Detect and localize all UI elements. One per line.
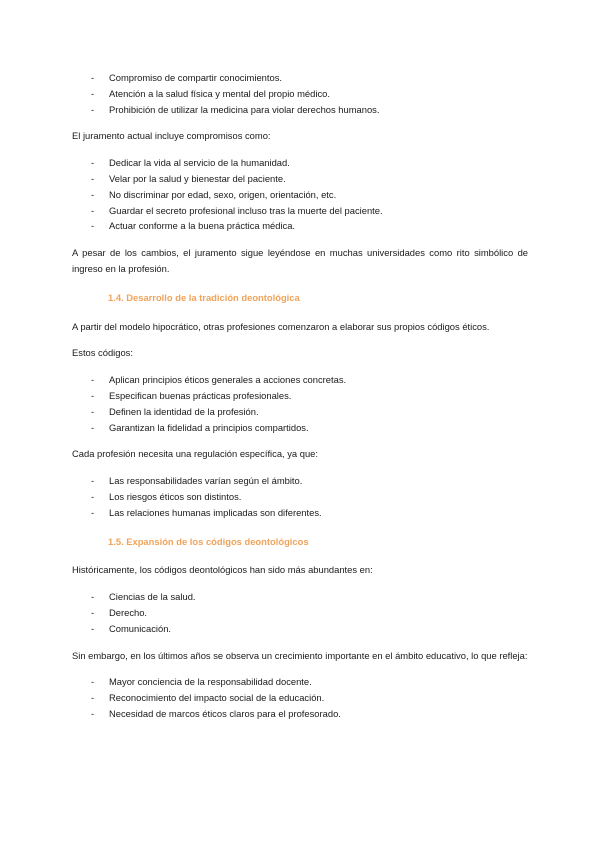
dash-bullet: - xyxy=(91,606,95,618)
list-item: - Prohibición de utilizar la medicina para violar derechos humanos. xyxy=(72,102,528,118)
section-heading-1-5: 1.5. Expansión de los códigos deontológicos xyxy=(108,535,309,547)
dash-bullet: - xyxy=(91,389,95,401)
paragraph-regulacion: Cada profesión necesita una regulación específica, ya que: xyxy=(72,448,318,460)
dash-bullet: - xyxy=(91,157,95,169)
list-item: - Derecho. xyxy=(72,605,528,621)
list-item: - Dedicar la vida al servicio de la humanidad. xyxy=(72,155,528,171)
list-item: - Necesidad de marcos éticos claros para el profesorado. xyxy=(72,706,528,722)
list-item: - Las responsabilidades varían según el ámbito. xyxy=(72,473,528,489)
dash-bullet: - xyxy=(91,676,95,688)
list-item: - Especifican buenas prácticas profesionales. xyxy=(72,388,528,404)
paragraph-cambios: A pesar de los cambios, el juramento sigue leyéndose en muchas universidades como rito simbólico de ingreso en la profesión. xyxy=(72,247,528,274)
list-top xyxy=(72,70,528,117)
document-page xyxy=(72,70,528,722)
paragraph-modelo: A partir del modelo hipocrático, otras profesiones comenzaron a elaborar sus propios códigos éticos. xyxy=(72,320,490,332)
dash-bullet: - xyxy=(91,103,95,115)
list-item: - Aplican principios éticos generales a acciones concretas. xyxy=(72,372,528,388)
list-item: - No discriminar por edad, sexo, origen, orientación, etc. xyxy=(72,187,528,203)
list-areas xyxy=(72,589,528,636)
dash-bullet: - xyxy=(91,72,95,83)
list-item: - Mayor conciencia de la responsabilidad docente. xyxy=(72,674,528,690)
dash-bullet: - xyxy=(91,220,95,232)
dash-bullet: - xyxy=(91,421,95,433)
dash-bullet: - xyxy=(91,188,95,200)
dash-bullet: - xyxy=(91,204,95,216)
section-heading-1-4: 1.4. Desarrollo de la tradición deontológica xyxy=(108,291,300,303)
list-item: - Los riesgos éticos son distintos. xyxy=(72,489,528,505)
list-item: - Definen la identidad de la profesión. xyxy=(72,404,528,420)
list-refleja xyxy=(72,674,528,721)
list-item: - Comunicación. xyxy=(72,621,528,637)
list-juramento xyxy=(72,155,528,234)
list-item: - Actuar conforme a la buena práctica médica. xyxy=(72,218,528,234)
paragraph-juramento: El juramento actual incluye compromisos como: xyxy=(72,130,271,142)
dash-bullet: - xyxy=(91,490,95,502)
list-item: - Compromiso de compartir conocimientos. xyxy=(72,70,528,86)
dash-bullet: - xyxy=(91,707,95,719)
dash-bullet: - xyxy=(91,87,95,99)
paragraph-sin-embargo: Sin embargo, en los últimos años se observa un crecimiento importante en el ámbito educativo, lo que refleja: xyxy=(72,649,528,661)
dash-bullet: - xyxy=(91,374,95,386)
dash-bullet: - xyxy=(91,692,95,704)
dash-bullet: - xyxy=(91,405,95,417)
list-codigos xyxy=(72,372,528,435)
list-item: - Reconocimiento del impacto social de la educación. xyxy=(72,690,528,706)
list-item: - Las relaciones humanas implicadas son diferentes. xyxy=(72,505,528,521)
list-item: - Ciencias de la salud. xyxy=(72,589,528,605)
list-item: - Velar por la salud y bienestar del paciente. xyxy=(72,171,528,187)
list-item: - Guardar el secreto profesional incluso tras la muerte del paciente. xyxy=(72,203,528,219)
paragraph-historicamente: Históricamente, los códigos deontológicos han sido más abundantes en: xyxy=(72,564,373,576)
list-item: - Garantizan la fidelidad a principios compartidos. xyxy=(72,420,528,436)
dash-bullet: - xyxy=(91,622,95,634)
dash-bullet: - xyxy=(91,591,95,603)
paragraph-estos-codigos: Estos códigos: xyxy=(72,347,133,359)
list-item: - Atención a la salud física y mental del propio médico. xyxy=(72,86,528,102)
dash-bullet: - xyxy=(91,172,95,184)
list-regulacion xyxy=(72,473,528,520)
dash-bullet: - xyxy=(91,506,95,518)
dash-bullet: - xyxy=(91,475,95,487)
